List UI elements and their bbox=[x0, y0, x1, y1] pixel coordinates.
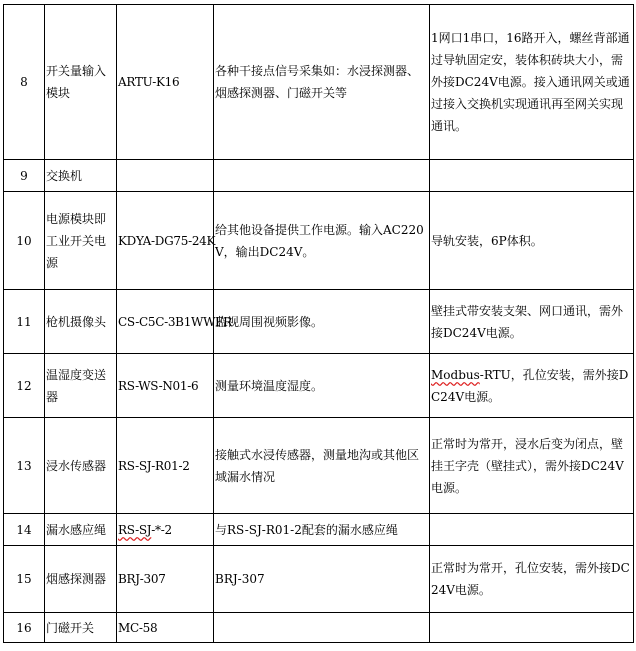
device-note: 壁挂式带安装支架、网口通讯，需外接DC24V电源。 bbox=[430, 290, 634, 354]
device-model: RS-SJ-R01-2 bbox=[117, 418, 214, 514]
device-note bbox=[430, 514, 634, 546]
equipment-table bbox=[3, 4, 634, 643]
device-model: RS-WS-N01-6 bbox=[117, 354, 214, 418]
device-function: 测量环境温度湿度。 bbox=[214, 354, 430, 418]
device-note bbox=[430, 160, 634, 192]
device-name: 温湿度变送器 bbox=[45, 354, 117, 418]
device-name: 门磁开关 bbox=[45, 613, 117, 643]
device-model bbox=[117, 160, 214, 192]
device-model: BRJ-307 bbox=[117, 546, 214, 613]
device-note bbox=[430, 613, 634, 643]
row-number: 11 bbox=[4, 290, 45, 354]
table-row bbox=[4, 354, 634, 418]
row-number: 15 bbox=[4, 546, 45, 613]
device-model: MC-58 bbox=[117, 613, 214, 643]
device-function bbox=[214, 613, 430, 643]
device-function: 与RS-SJ-R01-2配套的漏水感应绳 bbox=[214, 514, 430, 546]
row-number: 12 bbox=[4, 354, 45, 418]
table-row bbox=[4, 160, 634, 192]
table-row bbox=[4, 546, 634, 613]
device-function: 各种干接点信号采集如：水浸探测器、烟感探测器、门磁开关等 bbox=[214, 5, 430, 160]
row-number: 13 bbox=[4, 418, 45, 514]
table-row bbox=[4, 192, 634, 290]
device-name: 枪机摄像头 bbox=[45, 290, 117, 354]
table-row bbox=[4, 5, 634, 160]
device-function: 监视周围视频影像。 bbox=[214, 290, 430, 354]
device-model bbox=[117, 514, 214, 546]
device-name: 烟感探测器 bbox=[45, 546, 117, 613]
model-text: -*-2 bbox=[151, 522, 172, 537]
device-note: 导轨安装，6P体积。 bbox=[430, 192, 634, 290]
device-name: 电源模块即工业开关电源 bbox=[45, 192, 117, 290]
device-name: 开关量输入模块 bbox=[45, 5, 117, 160]
row-number: 16 bbox=[4, 613, 45, 643]
device-note bbox=[430, 354, 634, 418]
device-note: 正常时为常开，浸水后变为闭点，壁挂王字壳（壁挂式），需外接DC24V电源。 bbox=[430, 418, 634, 514]
device-note: 1网口1串口，16路开入，螺丝背部通过导轨固定安，装体积砖块大小，需外接DC24V电源。接入通讯网关或通过接入交换机实现通讯再至网关实现通讯。 bbox=[430, 5, 634, 160]
device-function: 给其他设备提供工作电源。输入AC220V，输出DC24V。 bbox=[214, 192, 430, 290]
device-name: 漏水感应绳 bbox=[45, 514, 117, 546]
row-number: 9 bbox=[4, 160, 45, 192]
table-row bbox=[4, 418, 634, 514]
device-function bbox=[214, 160, 430, 192]
table-row bbox=[4, 290, 634, 354]
spellcheck-underlined-text: Modbus bbox=[431, 367, 480, 382]
device-function: 接触式水浸传感器，测量地沟或其他区域漏水情况 bbox=[214, 418, 430, 514]
spellcheck-underlined-text: RS-SJ bbox=[118, 522, 152, 537]
device-function: BRJ-307 bbox=[214, 546, 430, 613]
device-name: 浸水传感器 bbox=[45, 418, 117, 514]
device-model: KDYA-DG75-24K bbox=[117, 192, 214, 290]
row-number: 8 bbox=[4, 5, 45, 160]
table-row bbox=[4, 613, 634, 643]
device-name: 交换机 bbox=[45, 160, 117, 192]
device-note: 正常时为常开，孔位安装，需外接DC24V电源。 bbox=[430, 546, 634, 613]
device-model: CS-C5C-3B1WWFR bbox=[117, 290, 214, 354]
note-text: -RTU，孔位安装，需外接DC24V电源。 bbox=[431, 367, 629, 404]
row-number: 14 bbox=[4, 514, 45, 546]
table-row bbox=[4, 514, 634, 546]
row-number: 10 bbox=[4, 192, 45, 290]
device-model: ARTU-K16 bbox=[117, 5, 214, 160]
